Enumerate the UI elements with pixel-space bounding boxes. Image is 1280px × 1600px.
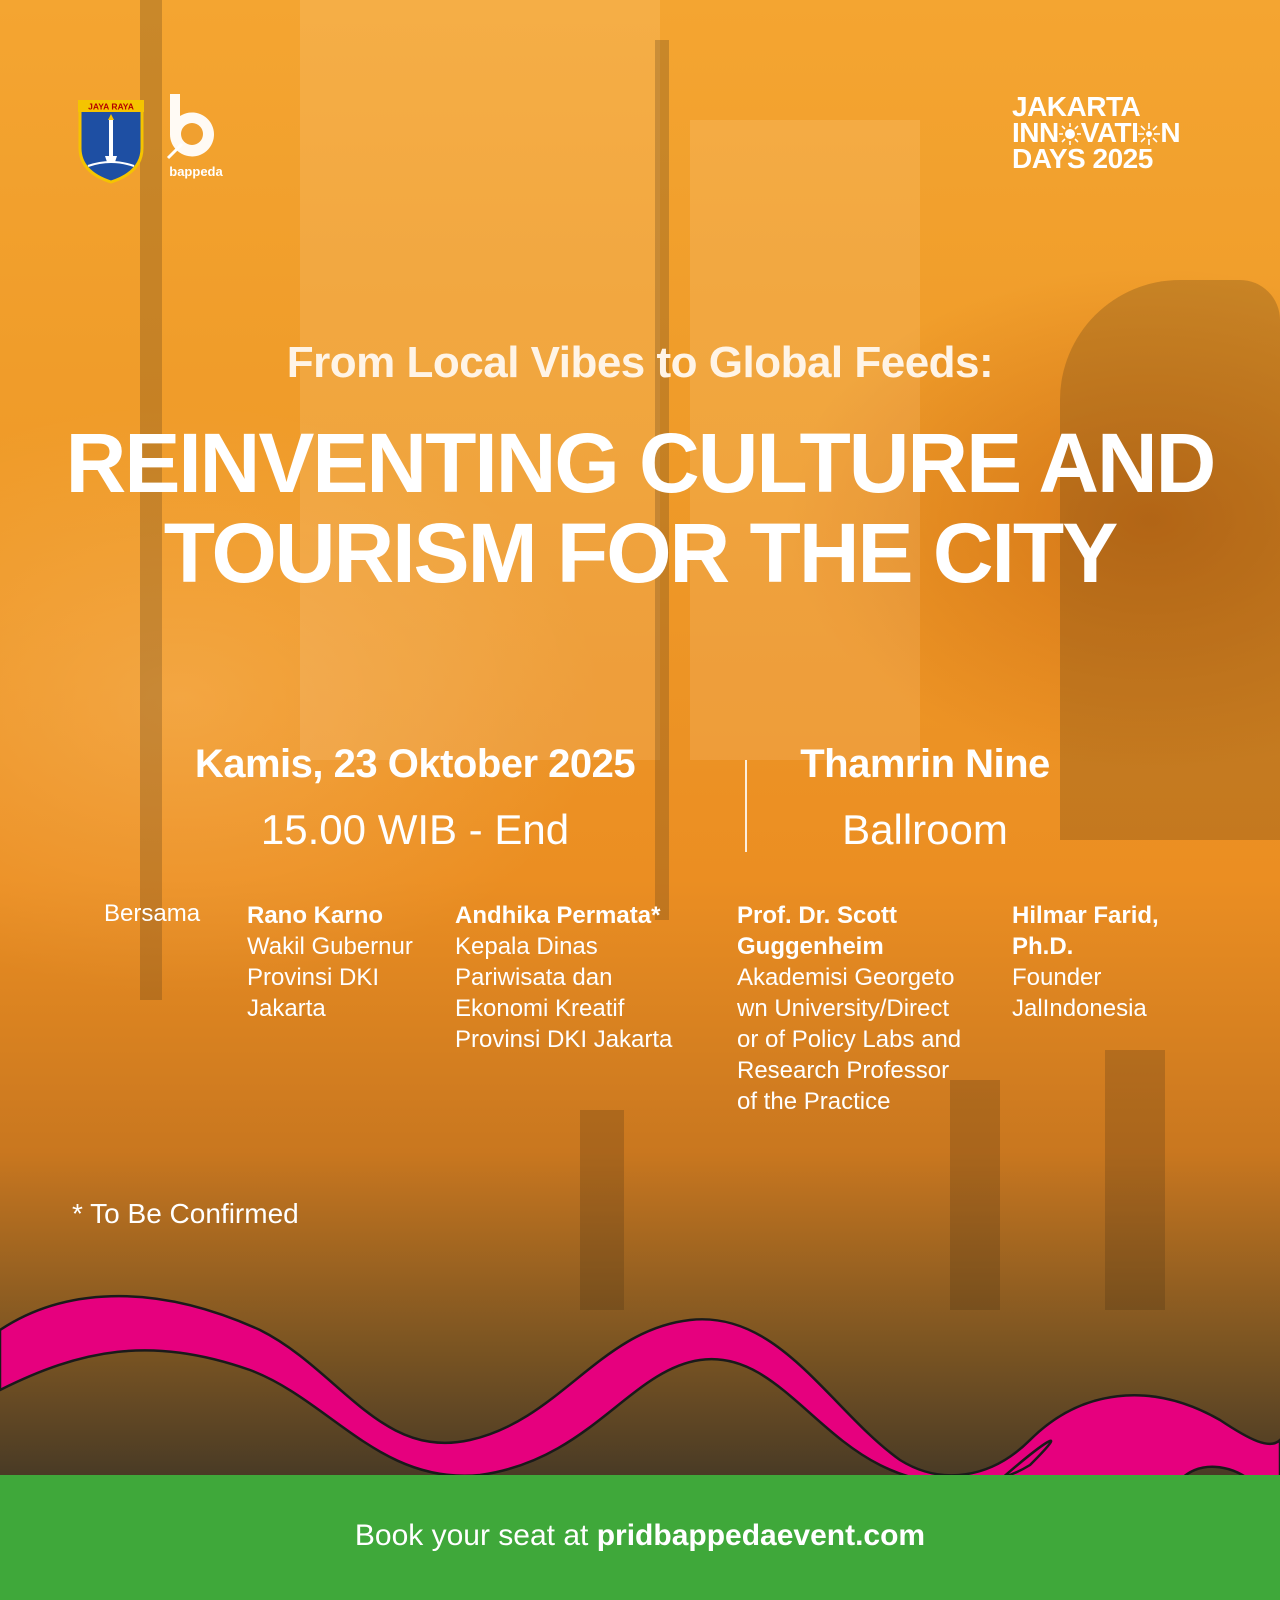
schedule-divider — [745, 760, 747, 852]
bappeda-b-icon — [164, 92, 228, 162]
sun-burst-icon — [1059, 123, 1081, 145]
brand-line-3: DAYS 2025 — [1012, 143, 1153, 174]
speaker-card — [247, 900, 437, 1024]
bollard — [1105, 1050, 1165, 1310]
speaker-role: Wakil Gubernur Provinsi DKI Jakarta — [247, 933, 413, 1022]
jakarta-innovation-days-logo — [1012, 91, 1181, 174]
speaker-card — [455, 900, 705, 1055]
venue-room: Ballroom — [842, 806, 1008, 853]
brand-line-2: INN VATI N — [1012, 117, 1181, 148]
booking-footer — [0, 1475, 1280, 1600]
speaker-name: Hilmar Farid, Ph.D. — [1012, 902, 1159, 960]
speaker-card — [1012, 900, 1212, 1024]
speakers-label: Bersama — [104, 900, 201, 927]
jakarta-emblem-icon — [76, 96, 146, 184]
event-headline: REINVENTING CULTURE AND TOURISM FOR THE CITY — [65, 416, 1215, 600]
speaker-role: Kepala Dinas Pariwisata dan Ekonomi Kreatif Provinsi DKI Jakarta — [455, 933, 673, 1053]
bappeda-logo-text: bappeda — [169, 164, 223, 179]
booking-url-link[interactable]: pridbappedaevent.com — [596, 1519, 926, 1552]
speaker-name: Prof. Dr. Scott Guggenheim — [737, 902, 898, 960]
booking-cta — [0, 1519, 1280, 1553]
booking-prefix: Book your seat at — [354, 1519, 597, 1552]
event-subtitle: From Local Vibes to Global Feeds: — [286, 338, 994, 387]
brand-line-1: JAKARTA — [1012, 91, 1141, 122]
speaker-role: Founder JalIndonesia — [1012, 964, 1147, 1022]
speaker-name: Andhika Permata* — [455, 902, 661, 929]
bappeda-logo — [164, 92, 244, 184]
bollard — [580, 1110, 624, 1310]
svg-text:JAYA RAYA: JAYA RAYA — [88, 101, 134, 112]
event-time: 15.00 WIB - End — [260, 806, 570, 853]
sun-burst-icon — [1138, 123, 1160, 145]
venue-name: Thamrin Nine — [800, 742, 1050, 786]
speaker-card — [737, 900, 962, 1117]
event-date: Kamis, 23 Oktober 2025 — [194, 742, 636, 786]
decorative-pink-wave — [0, 1290, 1280, 1480]
speaker-name: Rano Karno — [247, 902, 384, 929]
confirmation-note: * To Be Confirmed — [72, 1198, 299, 1229]
speaker-role: Akademisi Georgetown University/Director of Policy Labs and Research Professor of the Practice — [737, 964, 962, 1115]
